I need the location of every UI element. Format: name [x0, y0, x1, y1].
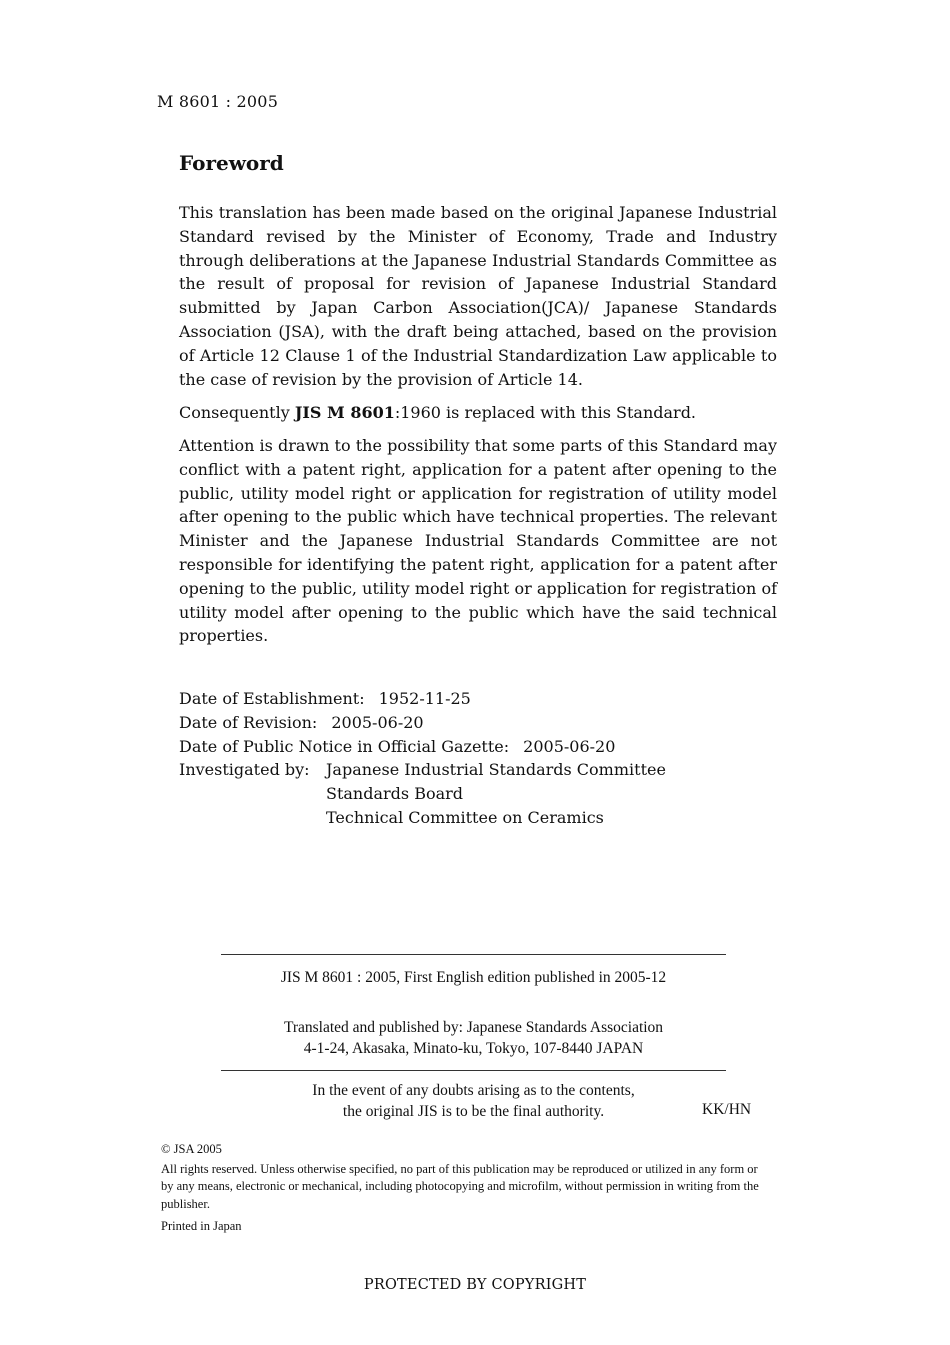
editor-initials: KK/HN [702, 1101, 752, 1118]
revision-row [179, 711, 666, 735]
authority-note [221, 1080, 726, 1122]
investigating-body: Technical Committee on Ceramics [326, 807, 604, 827]
foreword-paragraph-2 [179, 401, 777, 425]
protected-by-copyright-footer: PROTECTED BY COPYRIGHT [363, 1277, 587, 1293]
public-notice-value: 2005-06-20 [523, 736, 616, 756]
establishment-label: Date of Establishment: [179, 689, 365, 708]
copyright-notice: © JSA 2005 [161, 1142, 222, 1156]
authority-line-1: In the event of any doubts arising as to the contents, [312, 1082, 635, 1099]
public-notice-row [179, 735, 666, 759]
foreword-paragraph-3: Attention is drawn to the possibility that some parts of this Standard may conflict with a patent right, application for a patent after opening to the public, utility model right or application for registration of utility model after opening to the public which have technical properties. The relevant Minister and the Japanese Industrial Standards Committee are not responsible for identifying the patent right, application for a patent after opening to the public, utility model right or application for registration of utility model after opening to the public which have the said technical properties. [179, 436, 777, 646]
foreword-heading: Foreword [179, 151, 284, 175]
edition-line: JIS M 8601 : 2005, First English edition published in 2005-12 [280, 969, 667, 986]
copyright-block [161, 1141, 771, 1213]
revision-label: Date of Revision: [179, 712, 318, 732]
publisher-line: Translated and published by: Japanese Standards Association [283, 1019, 664, 1036]
investigated-by-row [179, 758, 666, 829]
colophon-bottom-divider [221, 1070, 726, 1071]
revision-value: 2005-06-20 [331, 712, 424, 732]
authority-line-2: the original JIS is to be the final authority. [342, 1103, 605, 1120]
replacement-prefix: Consequently [179, 403, 295, 422]
printed-in: Printed in Japan [161, 1219, 242, 1233]
publisher-block [221, 1017, 726, 1059]
investigating-body: Japanese Industrial Standards Committee [326, 760, 666, 780]
colophon-top-divider [221, 954, 726, 955]
publisher-address: 4-1-24, Akasaka, Minato-ku, Tokyo, 107-8440 JAPAN [303, 1040, 644, 1057]
replacement-suffix: :1960 is replaced with this Standard. [394, 403, 697, 422]
dates-block [179, 687, 666, 830]
investigating-bodies [326, 758, 666, 829]
investigated-by-label: Investigated by: [179, 760, 310, 780]
establishment-value: 1952-11-25 [378, 689, 471, 708]
public-notice-label: Date of Public Notice in Official Gazette: [179, 736, 510, 756]
foreword-paragraph-1: This translation has been made based on the original Japanese Industrial Standard revised by the Minister of Economy, Trade and Industry through deliberations at the Japanese Industrial Standards Committee as the result of proposal for revision of Japanese Industrial Standard submitted by Japan Carbon Association(JCA)/ Japanese Standards Association (JSA), with the draft being attached, based on the provision of Article 12 Clause 1 of the Industrial Standardization Law applicable to the case of revision by the provision of Article 14. [179, 203, 777, 389]
rights-statement: All rights reserved. Unless otherwise specified, no part of this publication may be reproduced or utilized in any form or by any means, electronic or mechanical, including photocopying and microfilm, without permission in writing from the publisher. [161, 1161, 759, 1211]
replaced-standard-ref: JIS M 8601 [294, 403, 395, 422]
establishment-row [179, 687, 666, 711]
document-code: M 8601 : 2005 [157, 92, 279, 111]
investigating-body: Standards Board [326, 784, 464, 804]
